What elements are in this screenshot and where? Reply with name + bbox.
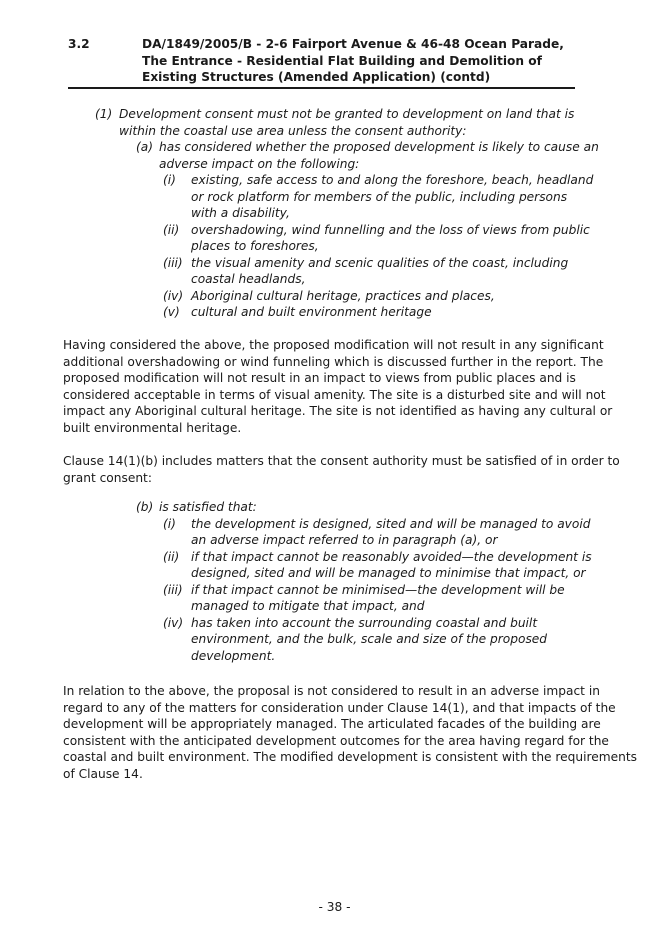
paragraph-line: coastal and built environment. The modified development is consistent with the requirements — [63, 750, 637, 765]
quote-line: managed to mitigate that impact, and — [191, 599, 425, 613]
paragraph-line: grant consent: — [63, 470, 152, 485]
paragraph-letter: (b) — [136, 500, 154, 514]
quote-line: existing, safe access to and along the foreshore, beach, headland — [191, 173, 594, 187]
section-title: DA/1849/2005/B - 2-6 Fairport Avenue & 46-48 Ocean Parade, The Entrance - Residential Flat Building and Demolition of Existing Structures (Amended Application) (contd) — [142, 37, 564, 84]
paragraph-assessment — [63, 337, 613, 437]
subparagraph-number: (i) — [163, 516, 176, 531]
subparagraph-number: (iv) — [163, 615, 184, 630]
quote-line: is satisfied that: — [159, 500, 257, 514]
quote-line: if that impact cannot be minimised—the development will be — [191, 582, 565, 597]
quote-line: development. — [191, 648, 276, 663]
quote-line: places to foreshores, — [191, 239, 319, 253]
paragraph-line: impact any Aboriginal cultural heritage. The site is not identified as having any cultural or — [63, 404, 613, 419]
subclause-number: (1) — [95, 107, 113, 121]
subparagraph-number: (iii) — [163, 582, 183, 597]
quote-line: Aboriginal cultural heritage, practices and places, — [191, 288, 495, 303]
subparagraph-number: (i) — [163, 173, 176, 187]
paragraph-line: regard to any of the matters for consideration under Clause 14(1), and that impacts of the — [63, 700, 616, 715]
quote-line: the visual amenity and scenic qualities of the coast, including — [191, 255, 569, 270]
paragraph-line: additional overshadowing or wind funneling which is discussed further in the report. The — [63, 354, 604, 369]
paragraph-line: considered acceptable in terms of visual amenity. The site is a disturbed site and will not — [63, 387, 606, 402]
subparagraph-number: (v) — [163, 305, 180, 319]
paragraph-clause-intro — [63, 453, 620, 486]
paragraph-line: Clause 14(1)(b) includes matters that the consent authority must be satisfied of in order to — [63, 454, 620, 468]
paragraph-line: In relation to the above, the proposal is not considered to result in an adverse impact in — [63, 684, 600, 698]
quote-line: has taken into account the surrounding coastal and built — [191, 615, 538, 630]
quote-line: has considered whether the proposed development is likely to cause an — [159, 140, 599, 154]
quote-line: adverse impact on the following: — [159, 156, 360, 171]
subparagraph-number: (ii) — [163, 549, 180, 564]
page-number: - 38 - — [318, 900, 351, 914]
paragraph-line: Having considered the above, the proposed modification will not result in any significant — [63, 338, 604, 352]
section-number: 3.2 — [68, 37, 90, 51]
quote-line: if that impact cannot be reasonably avoided—the development is — [191, 549, 592, 564]
quote-line: coastal headlands, — [191, 272, 306, 286]
subparagraph-number: (ii) — [163, 222, 180, 237]
quote-line: an adverse impact referred to in paragraph (a), or — [191, 533, 498, 547]
paragraph-letter: (a) — [136, 140, 153, 154]
paragraph-line: proposed modification will not result in an impact to views from public places and is — [63, 371, 576, 386]
subparagraph-number: (iv) — [163, 288, 184, 303]
quote-line: environment, and the bulk, scale and size of the proposed — [191, 632, 548, 646]
paragraph-line: consistent with the anticipated development outcomes for the area having regard for the — [63, 733, 609, 748]
quote-line: within the coastal use area unless the consent authority: — [119, 123, 467, 138]
header-rule — [68, 87, 575, 89]
paragraph-line: development will be appropriately managed. The articulated facades of the building are — [63, 717, 601, 732]
quote-line: Development consent must not be granted to development on land that is — [119, 107, 575, 121]
quote-line: or rock platform for members of the public, including persons — [191, 189, 568, 204]
quote-line: cultural and built environment heritage — [191, 305, 432, 319]
quote-line: the development is designed, sited and will be managed to avoid — [191, 516, 591, 531]
quote-line: overshadowing, wind funnelling and the loss of views from public — [191, 222, 590, 237]
paragraph-line: built environmental heritage. — [63, 420, 242, 435]
quote-line: designed, sited and will be managed to minimise that impact, or — [191, 566, 586, 580]
subparagraph-number: (iii) — [163, 255, 183, 270]
paragraph-line: of Clause 14. — [63, 766, 143, 781]
quote-line: with a disability, — [191, 206, 290, 220]
paragraph-conclusion — [63, 683, 637, 783]
